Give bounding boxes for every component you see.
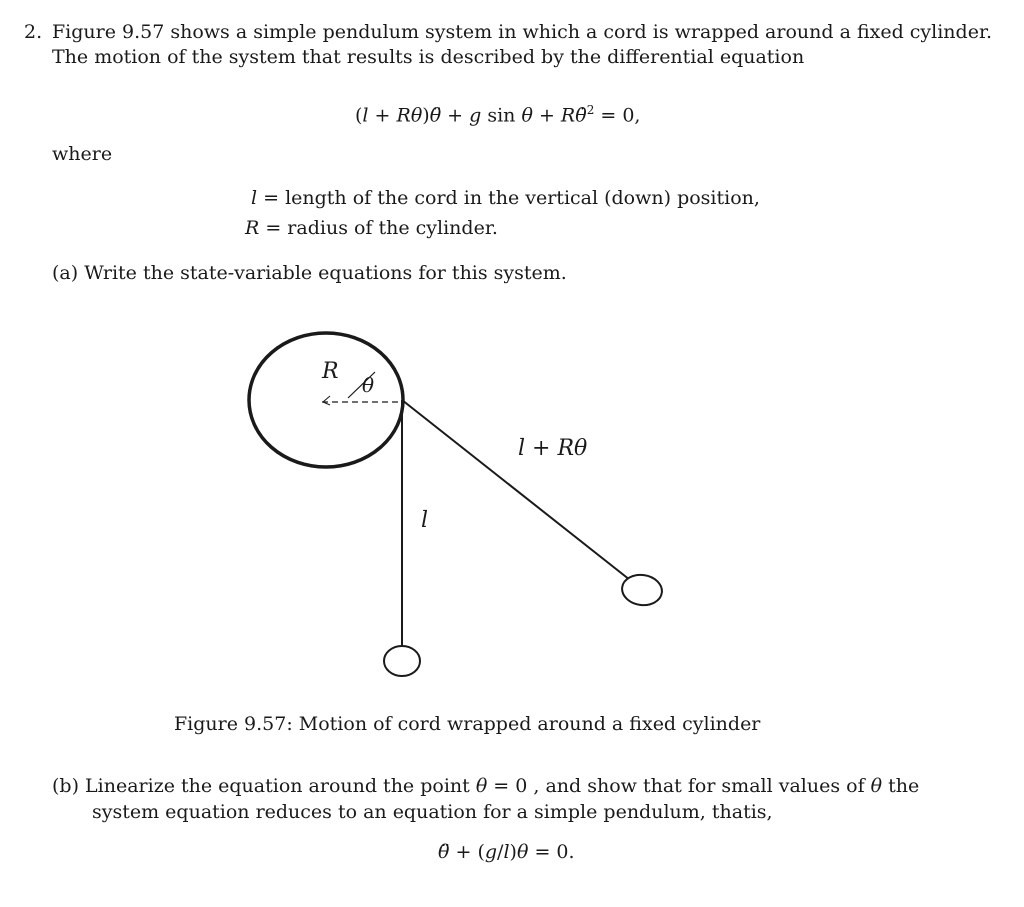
where-label: where	[52, 143, 113, 165]
part-a: (a) Write the state-variable equations for this system.	[52, 262, 567, 284]
label-l-plus-R-theta: l + Rθ	[518, 436, 588, 461]
label-R: R	[322, 359, 339, 384]
final-equation: θ̈ + (g/l)θ = 0.	[438, 841, 575, 863]
bob-vertical	[384, 646, 420, 676]
figure-caption: Figure 9.57: Motion of cord wrapped around a fixed cylinder	[174, 713, 761, 735]
problem-number: 2.	[24, 21, 43, 43]
intro-line-2: The motion of the system that results is described by the differential equation	[52, 46, 805, 68]
label-l: l	[421, 508, 429, 533]
swung-cord	[402, 400, 630, 580]
part-b-line-2: system equation reduces to an equation for a simple pendulum, thatis,	[92, 801, 773, 823]
definition-R: R = radius of the cylinder.	[245, 217, 498, 239]
main-equation: (l + Rθ)θ̈ + g sin θ + Rθ̇$^2$ = 0,	[355, 103, 641, 127]
definition-l: l = length of the cord in the vertical (down) position,	[251, 187, 760, 209]
label-theta: θ	[362, 373, 375, 397]
part-b-line-1: (b) Linearize the equation around the point θ = 0 , and show that for small values of θ the	[52, 775, 920, 797]
intro-line-1: Figure 9.57 shows a simple pendulum system in which a cord is wrapped around a fixed cylinder.	[52, 21, 992, 43]
radius-arrow-icon	[323, 396, 330, 405]
